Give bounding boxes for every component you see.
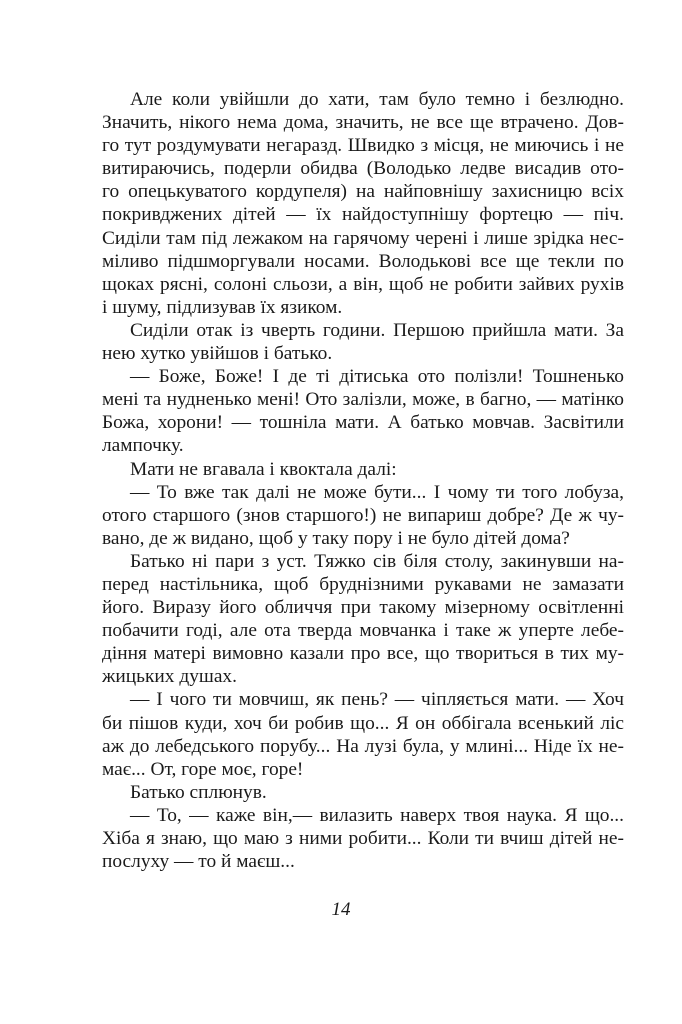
text-line: перед настільника, щоб бруднізними рукавами не замазати	[102, 573, 624, 595]
text-line: Батько ні пари з уст. Тяжко сів біля столу, закинувши на-	[130, 550, 624, 572]
text-line: Сиділи отак із чверть години. Першою прийшла мати. За	[130, 319, 624, 341]
text-line: Хіба я знаю, що маю з ними робити... Коли ти вчиш дітей не-	[102, 828, 624, 849]
text-line: Батько сплюнув.	[130, 781, 267, 803]
paragraph	[102, 458, 624, 481]
text-line: го опецькуватого кордупеля) на найповнішу захисницю всіх	[102, 181, 624, 203]
text-line: нею хутко увійшов і батько.	[102, 343, 333, 365]
page-body	[102, 88, 624, 873]
text-line: мені та нудненько мені! Ото залізли, може, в багно, — матінко	[102, 389, 624, 411]
text-line: аж до лебедського порубу... На лузі була, у млині... Ніде їх не-	[102, 735, 624, 757]
text-line: Значить, нікого нема дома, значить, не все ще втрачено. Дов-	[102, 112, 624, 134]
text-line: його. Виразу його обличчя при такому мізерному освітленні	[102, 597, 624, 619]
text-line: щоках рясні, солоні сльози, а він, щоб не робити зайвих рухів	[102, 273, 624, 295]
page-number: 14	[331, 899, 351, 920]
paragraph	[102, 804, 624, 873]
text-line: лампочку.	[102, 435, 184, 457]
text-line: — То, — каже він,— вилазить наверх твоя наука. Я що...	[130, 804, 624, 826]
text-line: — То вже так далі не може бути... І чому ти того лобуза,	[130, 481, 624, 503]
paragraph	[102, 688, 624, 780]
text-line: витираючись, подерли обидва (Володько ледве висадив ото-	[102, 158, 624, 180]
text-line: жицьких душах.	[102, 666, 237, 688]
text-line: і шуму, підлизував їх язиком.	[102, 296, 343, 318]
text-line: го тут роздумувати негаразд. Швидко з місця, не миючись і не	[102, 135, 624, 157]
text-line: міливо підшморгували носами. Володькові все ще текли по	[102, 250, 624, 272]
paragraph	[102, 550, 624, 689]
text-line: Божа, хорони! — тошніла мати. А батько мовчав. Засвітили	[102, 412, 624, 434]
text-line: Мати не вгавала і квоктала далі:	[130, 458, 397, 480]
text-line: діння матері вимовно казали про все, що твориться в тих му-	[102, 643, 624, 665]
text-line: вано, де ж видано, щоб у таку пору і не було дітей дома?	[102, 527, 570, 549]
text-line: побачити годі, але ота тверда мовчанка і таке ж уперте лебе-	[102, 620, 624, 642]
text-line: Але коли увійшли до хати, там було темно і безлюдно.	[130, 89, 624, 110]
paragraph	[102, 781, 624, 804]
text-line: послуху — то й маєш...	[102, 851, 295, 873]
text-line: отого старшого (знов старшого!) не випариш добре? Де ж чу-	[102, 504, 624, 526]
text-line: — Боже, Боже! І де ті дітиська ото полізли! Тошненько	[130, 366, 624, 388]
paragraph	[102, 319, 624, 365]
text-line: покривджених дітей — їх найдоступнішу фортецю — піч.	[102, 204, 624, 226]
text-line: має... От, горе моє, горе!	[102, 758, 304, 780]
paragraph	[102, 88, 624, 319]
text-line: — І чого ти мовчиш, як пень? — чіпляється мати. — Хоч	[130, 689, 624, 711]
text-line: Сиділи там під лежаком на гарячому черені і лише зрідка нес-	[102, 227, 624, 249]
text-line: би пішов куди, хоч би робив що... Я он оббігала всенький ліс	[102, 712, 624, 734]
paragraph	[102, 481, 624, 550]
paragraph	[102, 365, 624, 457]
